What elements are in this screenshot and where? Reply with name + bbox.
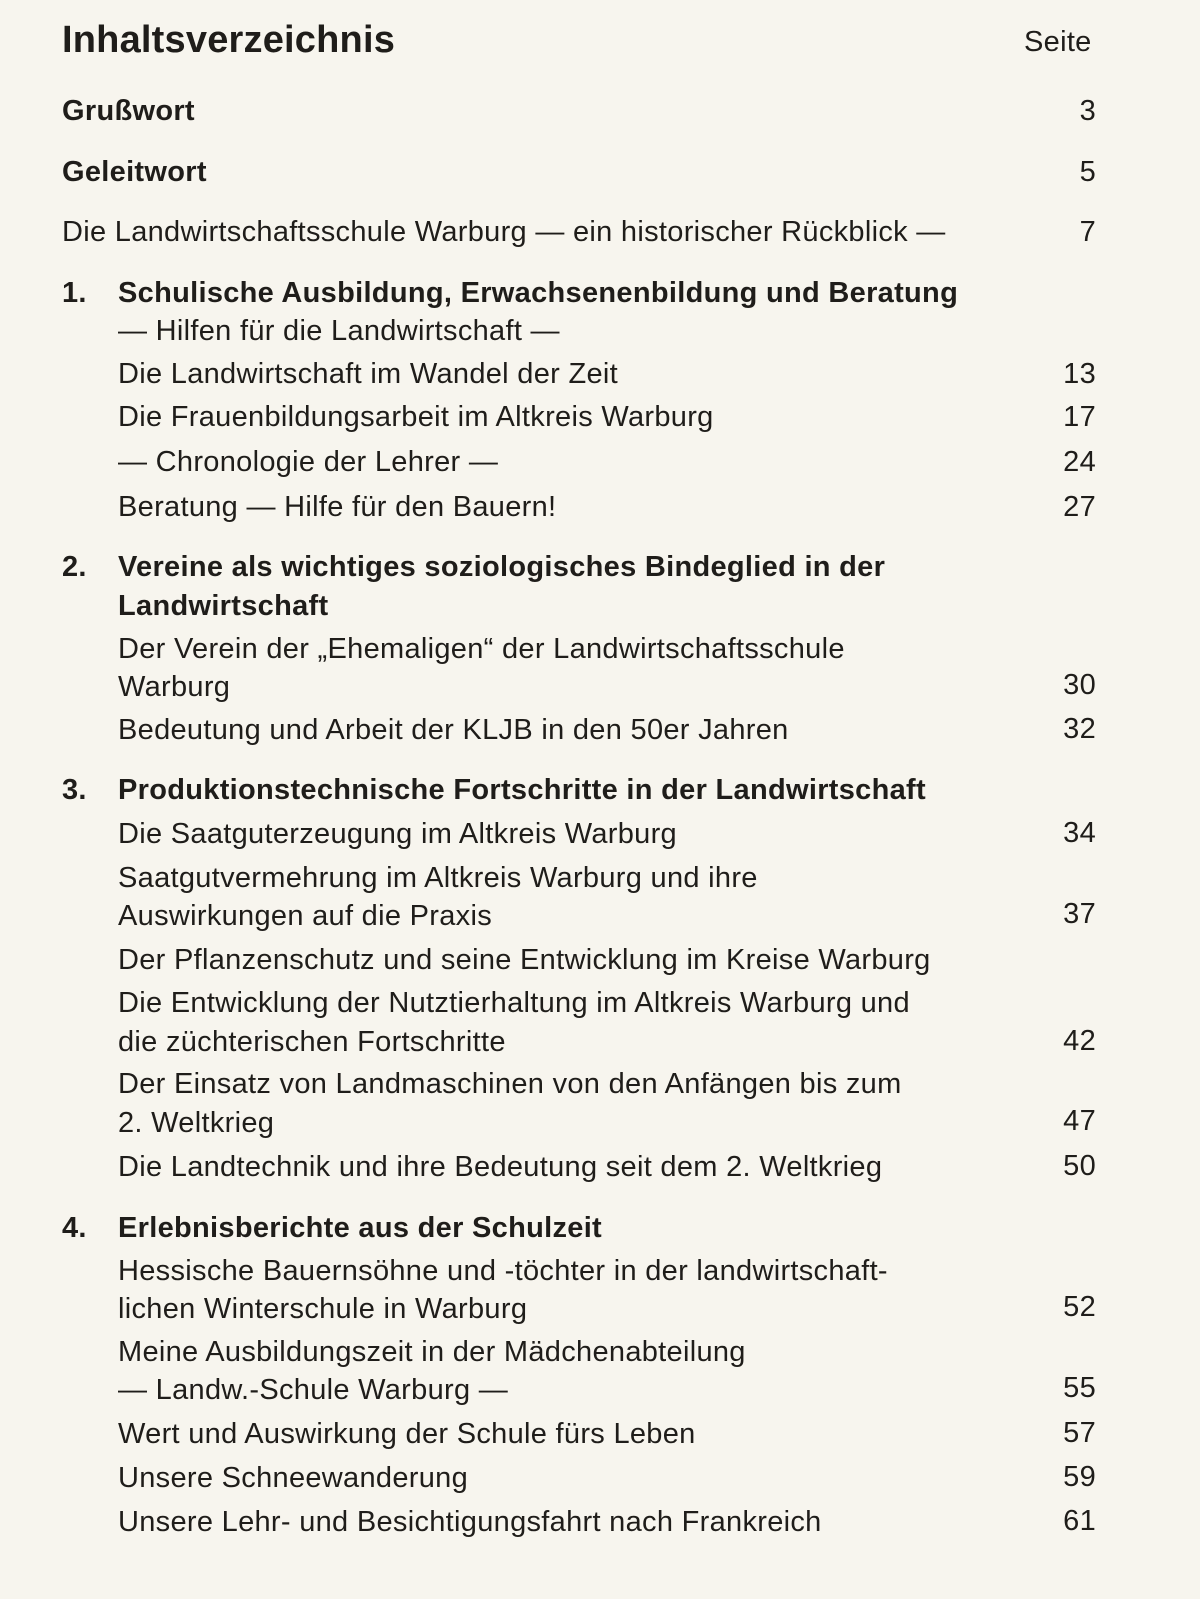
section-title: Erlebnisberichte aus der Schulzeit <box>118 1212 603 1244</box>
toc-entry: Unsere Schneewanderung <box>118 1462 468 1494</box>
toc-entry: Warburg <box>118 671 231 703</box>
toc-page-number: 55 <box>1063 1372 1096 1404</box>
section-title: Vereine als wichtiges soziologisches Bindeglied in der <box>118 551 886 583</box>
toc-entry: Die Entwicklung der Nutztierhaltung im Altkreis Warburg und <box>118 987 910 1019</box>
toc-page-number: 37 <box>1063 898 1096 930</box>
page-title: Inhaltsverzeichnis <box>62 19 396 61</box>
toc-entry: Der Verein der „Ehemaligen“ der Landwirtschaftsschule <box>118 633 845 665</box>
toc-entry: Bedeutung und Arbeit der KLJB in den 50er Jahren <box>118 714 789 746</box>
toc-page-number: 42 <box>1063 1025 1096 1057</box>
toc-entry: — Chronologie der Lehrer — <box>118 446 499 478</box>
section-number: 2. <box>62 551 87 583</box>
toc-entry: Die Saatguterzeugung im Altkreis Warburg <box>118 818 677 850</box>
toc-entry: lichen Winterschule in Warburg <box>118 1293 528 1325</box>
toc-entry: Der Einsatz von Landmaschinen von den Anfängen bis zum <box>118 1068 902 1100</box>
section-title: Schulische Ausbildung, Erwachsenenbildung und Beratung <box>118 277 959 309</box>
toc-page-number: 61 <box>1063 1505 1096 1537</box>
toc-entry: Wert und Auswirkung der Schule fürs Leben <box>118 1418 696 1450</box>
section-subtitle: — Hilfen für die Landwirtschaft — <box>118 315 560 347</box>
toc-entry: Der Pflanzenschutz und seine Entwicklung im Kreise Warburg <box>118 944 931 976</box>
toc-entry: Meine Ausbildungszeit in der Mädchenabteilung <box>118 1336 746 1368</box>
toc-page-number: 59 <box>1063 1461 1096 1493</box>
toc-entry: Die Frauenbildungsarbeit im Altkreis Warburg <box>118 401 714 433</box>
toc-entry: Beratung — Hilfe für den Bauern! <box>118 491 557 523</box>
toc-entry: die züchterischen Fortschritte <box>118 1026 506 1058</box>
section-title: Produktionstechnische Fortschritte in der Landwirtschaft <box>118 774 926 806</box>
toc-page-number: 5 <box>1079 156 1096 188</box>
toc-entry: Auswirkungen auf die Praxis <box>118 900 493 932</box>
toc-page-number: 32 <box>1063 713 1096 745</box>
toc-page-number: 7 <box>1079 216 1096 248</box>
toc-page-number: 47 <box>1063 1105 1096 1137</box>
toc-page-number: 34 <box>1063 817 1096 849</box>
toc-entry: 2. Weltkrieg <box>118 1107 275 1139</box>
toc-entry: — Landw.-Schule Warburg — <box>118 1374 509 1406</box>
toc-entry: Unsere Lehr- und Besichtigungsfahrt nach Frankreich <box>118 1506 822 1538</box>
section-title: Landwirtschaft <box>118 590 329 622</box>
toc-page-number: 52 <box>1063 1291 1096 1323</box>
toc-entry-geleitwort: Geleitwort <box>62 156 207 188</box>
toc-page-number: 30 <box>1063 669 1096 701</box>
toc-page-number: 50 <box>1063 1150 1096 1182</box>
toc-page-number: 24 <box>1063 446 1096 478</box>
toc-page-number: 17 <box>1063 401 1096 433</box>
toc-entry: Die Landwirtschaft im Wandel der Zeit <box>118 358 618 390</box>
section-number: 3. <box>62 774 87 806</box>
toc-entry-grusswort: Grußwort <box>62 95 195 127</box>
page-column-label: Seite <box>1024 26 1092 58</box>
toc-entry: Die Landtechnik und ihre Bedeutung seit dem 2. Weltkrieg <box>118 1151 883 1183</box>
toc-entry-rueckblick: Die Landwirtschaftsschule Warburg — ein historischer Rückblick — <box>62 216 946 248</box>
toc-page-number: 27 <box>1063 491 1096 523</box>
section-number: 4. <box>62 1212 87 1244</box>
toc-entry: Saatgutvermehrung im Altkreis Warburg und ihre <box>118 862 758 894</box>
toc-page-number: 13 <box>1063 358 1096 390</box>
section-number: 1. <box>62 277 87 309</box>
toc-page-number: 3 <box>1079 95 1096 127</box>
toc-entry: Hessische Bauernsöhne und -töchter in der landwirtschaft- <box>118 1255 888 1287</box>
toc-page-number: 57 <box>1063 1417 1096 1449</box>
